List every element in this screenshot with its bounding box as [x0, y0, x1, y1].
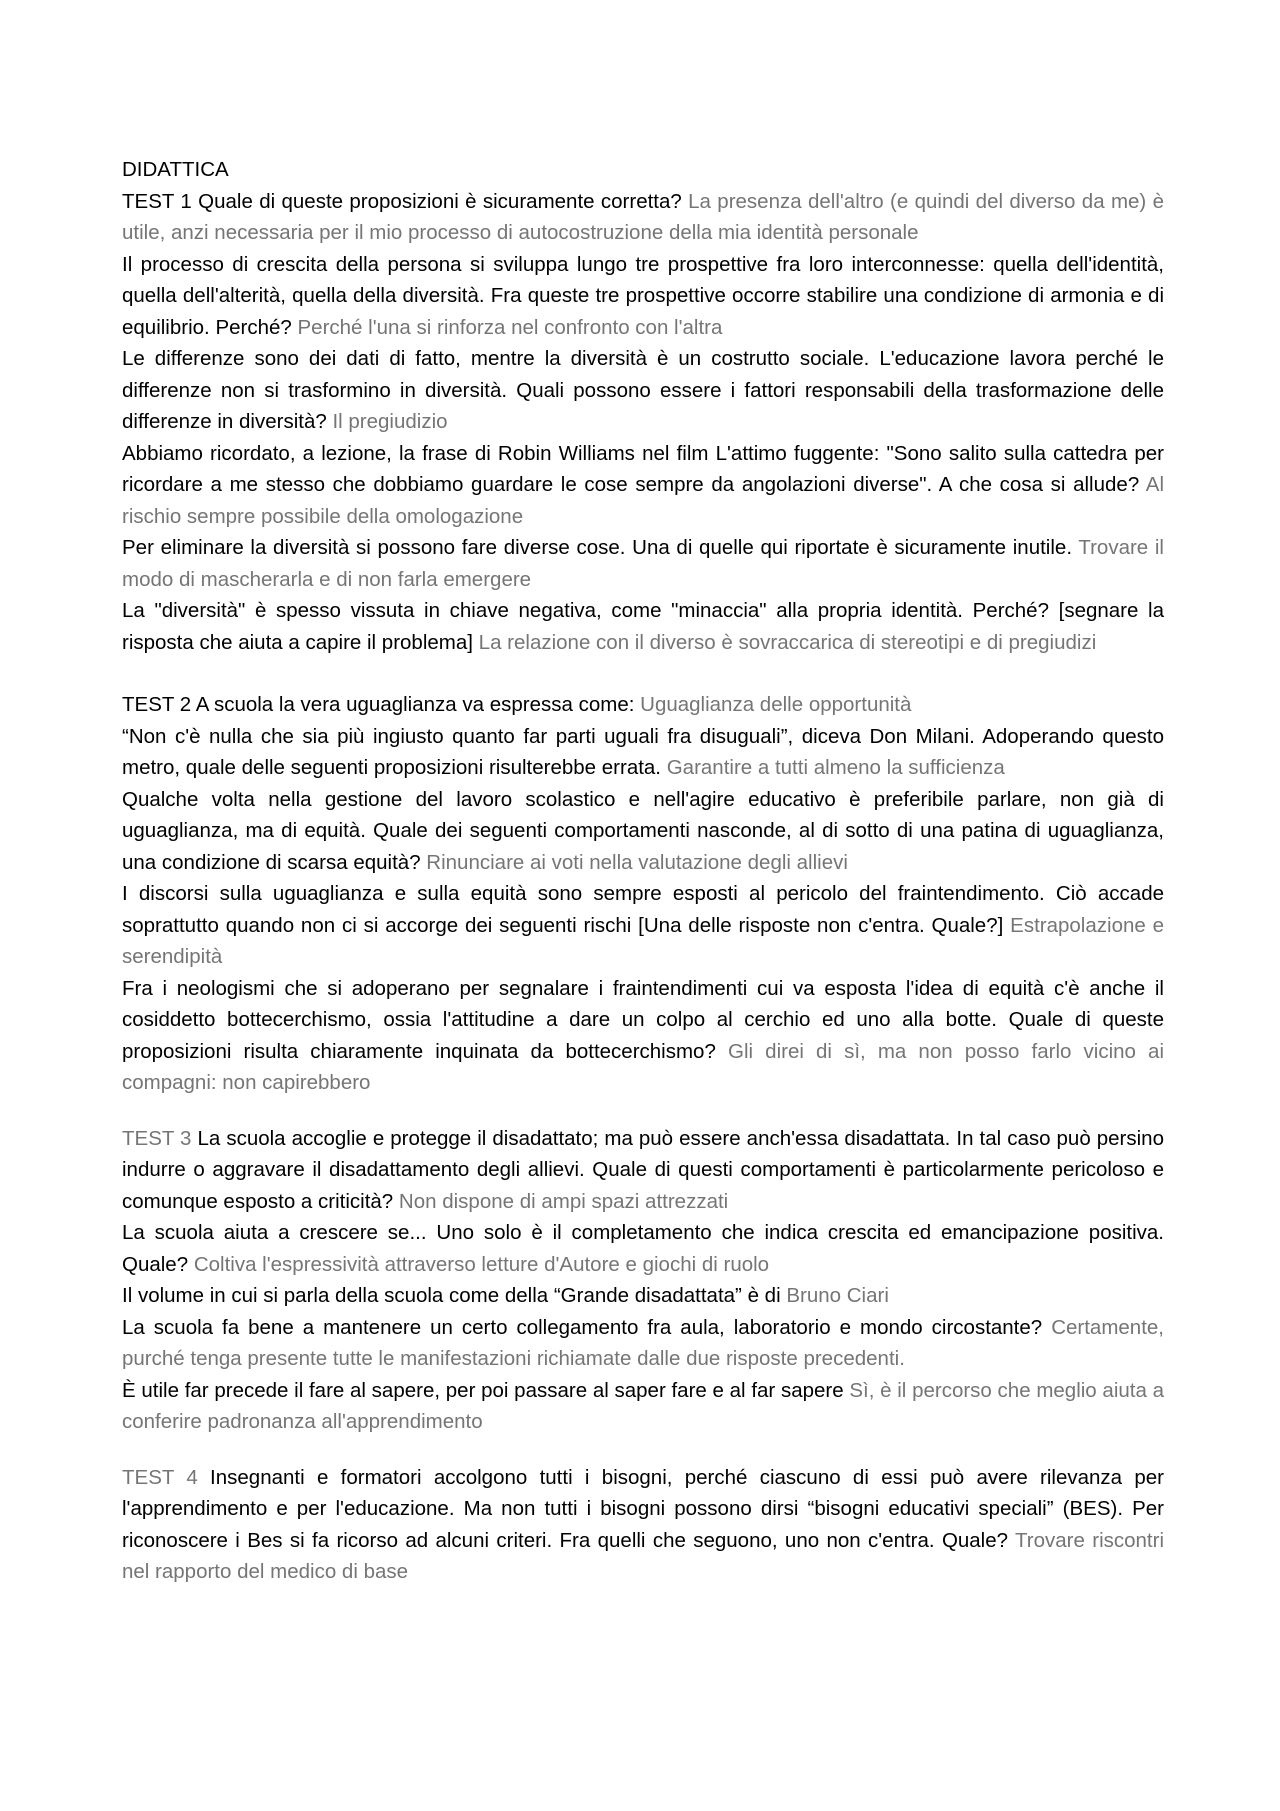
question-entry: [122, 438, 1164, 533]
answer-text: Al rischio sempre possibile della omologazione: [122, 473, 1164, 528]
question-text: Quale di queste proposizioni è sicuramente corretta?: [198, 189, 682, 213]
question-entry: [122, 343, 1164, 438]
test-label: TEST 1: [122, 189, 192, 213]
answer-text: Rinunciare ai voti nella valutazione degli allievi: [426, 850, 848, 874]
section-gap: [122, 1438, 1164, 1462]
question-entry: [122, 1462, 1164, 1588]
answer-text: La relazione con il diverso è sovraccarica di stereotipi e di pregiudizi: [478, 630, 1097, 654]
answer-text: Certamente, purché tenga presente tutte le manifestazioni richiamate dalle due risposte precedenti.: [122, 1315, 1164, 1370]
test-section-2: [122, 689, 1164, 1099]
question-text: A scuola la vera uguaglianza va espressa come:: [195, 693, 635, 716]
question-entry: [122, 1123, 1164, 1218]
question-entry: [122, 595, 1164, 658]
answer-text: Non dispone di ampi spazi attrezzati: [398, 1189, 729, 1213]
test-label: TEST 2: [122, 693, 192, 716]
question-entry: [122, 1375, 1164, 1438]
section-gap: [122, 1099, 1164, 1123]
answer-text: Trovare riscontri nel rapporto del medico di base: [122, 1528, 1165, 1583]
document-title: DIDATTICA: [122, 158, 229, 181]
test-label: TEST 4: [122, 1465, 198, 1489]
answer-text: Il pregiudizio: [332, 410, 448, 433]
question-text: Le differenze sono dei dati di fatto, mentre la diversità è un costrutto sociale. L'educazione lavora perché le differenze non si trasformino in diversità. Quali possono essere i fattori responsabili della trasformazione delle differenze in diversità?: [122, 347, 1164, 433]
answer-text: Gli direi di sì, ma non posso farlo vicino ai compagni: non capirebbero: [122, 1039, 1165, 1094]
test-section-4: [122, 1462, 1164, 1588]
answer-text: La presenza dell'altro (e quindi del diverso da me) è utile, anzi necessaria per il mio processo di autocostruzione della mia identità personale: [122, 189, 1165, 244]
question-entry: [122, 1217, 1164, 1280]
question-text: La "diversità" è spesso vissuta in chiave negativa, come "minaccia" alla propria identità. Perché? [segnare la risposta che aiuta a capire il problema]: [122, 599, 1164, 654]
tests-container: [122, 186, 1164, 1588]
question-text: Abbiamo ricordato, a lezione, la frase di Robin Williams nel film L'attimo fuggente: "Sono salito sulla cattedra per ricordare a me stesso che dobbiamo guardare le cose sempre da angolazioni diverse". A che cosa si allude?: [122, 441, 1164, 496]
question-entry: [122, 249, 1164, 344]
answer-text: Coltiva l'espressività attraverso letture d'Autore e giochi di ruolo: [193, 1252, 770, 1276]
test-label: TEST 3: [122, 1126, 192, 1150]
question-entry: [122, 878, 1164, 973]
question-text: I discorsi sulla uguaglianza e sulla equità sono sempre esposti al pericolo del fraintendimento. Ciò accade soprattutto quando non ci si accorge dei seguenti rischi [Una delle risposte non c'entra. Quale?]: [122, 882, 1164, 937]
question-text: Fra i neologismi che si adoperano per segnalare i fraintendimenti cui va esposta l'idea di equità c'è anche il cosiddetto bottecerchismo, ossia l'attitudine a dare un colpo al cerchio ed uno alla botte. Quale di queste proposizioni risulta chiaramente inquinata da bottecerchismo?: [122, 976, 1164, 1063]
question-entry: [122, 186, 1164, 249]
answer-text: Bruno Ciari: [786, 1284, 889, 1307]
question-entry: [122, 1280, 1164, 1312]
answer-text: Trovare il modo di mascherarla e di non farla emergere: [122, 536, 1164, 591]
test-section-1: [122, 186, 1164, 659]
question-entry: [122, 721, 1164, 784]
question-entry: [122, 689, 1164, 721]
question-entry: [122, 784, 1164, 879]
question-text: Insegnanti e formatori accolgono tutti i bisogni, perché ciascuno di essi può avere rilevanza per l'apprendimento e per l'educazione. Ma non tutti i bisogni possono dirsi “bisogni educativi speciali” (BES). Per riconoscere i Bes si fa ricorso ad alcuni criteri. Fra quelli che seguono, uno non c'entra. Quale?: [122, 1465, 1165, 1552]
question-text: La scuola fa bene a mantenere un certo collegamento fra aula, laboratorio e mondo circostante?: [122, 1315, 1043, 1339]
question-entry: [122, 1312, 1164, 1375]
question-entry: [122, 973, 1164, 1099]
question-text: È utile far precede il fare al sapere, per poi passare al saper fare e al far sapere: [122, 1378, 844, 1402]
test-section-3: [122, 1123, 1164, 1438]
answer-text: Perché l'una si rinforza nel confronto con l'altra: [297, 315, 723, 339]
question-entry: [122, 532, 1164, 595]
question-text: Il volume in cui si parla della scuola come della “Grande disadattata” è di: [122, 1284, 781, 1307]
answer-text: Estrapolazione e serendipità: [122, 913, 1164, 968]
question-text: Qualche volta nella gestione del lavoro scolastico e nell'agire educativo è preferibile parlare, non già di uguaglianza, ma di equità. Quale dei seguenti comportamenti nasconde, al di sotto di una patina di uguaglianza, una condizione di scarsa equità?: [122, 787, 1164, 874]
question-text: Il processo di crescita della persona si sviluppa lungo tre prospettive fra loro interconnesse: quella dell'identità, quella dell'alterità, quella della diversità. Fra queste tre prospettive occorre stabilire una condizione di armonia e di equilibrio. Perché?: [122, 252, 1164, 339]
section-gap: [122, 658, 1164, 689]
document-page: [122, 154, 1164, 1588]
question-text: La scuola accoglie e protegge il disadattato; ma può essere anch'essa disadattata. In tal caso può persino indurre o aggravare il disadattamento degli allievi. Quale di questi comportamenti è particolarmente pericoloso e comunque esposto a criticità?: [122, 1126, 1164, 1213]
question-text: La scuola aiuta a crescere se... Uno solo è il completamento che indica crescita ed emancipazione positiva. Quale?: [122, 1221, 1164, 1276]
answer-text: Uguaglianza delle opportunità: [640, 693, 912, 716]
question-text: Per eliminare la diversità si possono fare diverse cose. Una di quelle qui riportate è sicuramente inutile.: [122, 536, 1073, 559]
answer-text: Garantire a tutti almeno la sufficienza: [666, 756, 1005, 779]
answer-text: Sì, è il percorso che meglio aiuta a conferire padronanza all'apprendimento: [122, 1378, 1164, 1433]
question-text: “Non c'è nulla che sia più ingiusto quanto far parti uguali fra disuguali”, diceva Don Milani. Adoperando questo metro, quale delle seguenti proposizioni risulterebbe errata.: [122, 724, 1164, 779]
